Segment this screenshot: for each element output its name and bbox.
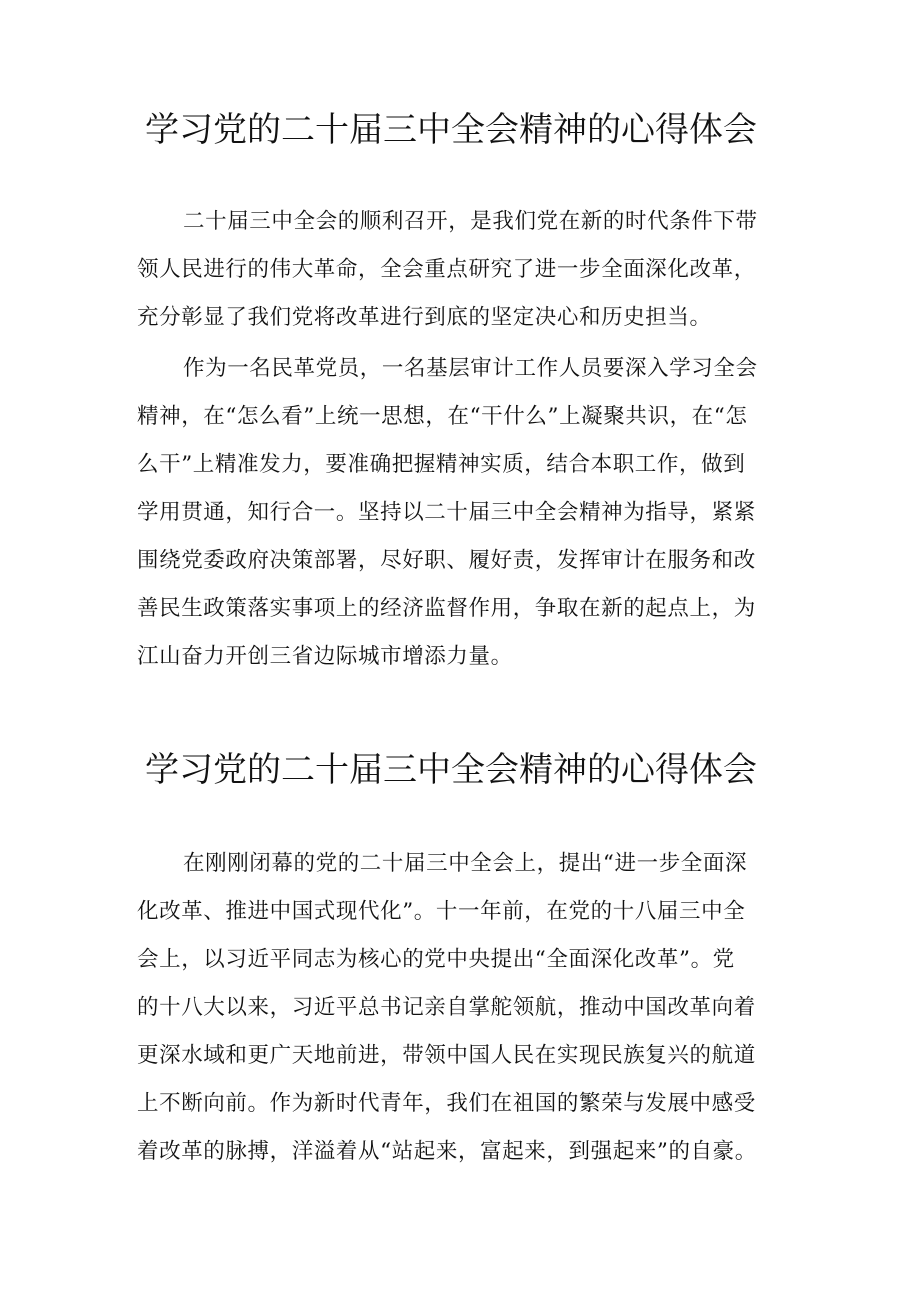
section-2-title: 学习党的二十届三中全会精神的心得体会 xyxy=(145,750,757,790)
section-1-line-1: 二十届三中全会的顺利召开，是我们党在新的时代条件下带 xyxy=(183,209,758,234)
section-1-line-9: 善民生政策落实事项上的经济监督作用，争取在新的起点上，为 xyxy=(137,596,756,621)
section-2-line-4: 的十八大以来，习近平总书记亲自掌舵领航，推动中国改革向着 xyxy=(137,995,756,1020)
section-1-line-7: 学用贯通，知行合一。坚持以二十届三中全会精神为指导，紧紧 xyxy=(137,500,756,525)
section-1-line-5: 精神，在“怎么看”上统一思想，在“干什么”上凝聚共识，在“怎 xyxy=(137,404,748,429)
section-1-line-4: 作为一名民革党员，一名基层审计工作人员要深入学习全会 xyxy=(183,356,758,381)
section-1-line-2: 领人民进行的伟大革命，全会重点研究了进一步全面深化改革， xyxy=(137,257,756,282)
section-1-line-10: 江山奋力开创三省边际城市增添力量。 xyxy=(137,644,513,669)
section-2-line-3: 会上，以习近平同志为核心的党中央提出“全面深化改革”。党 xyxy=(137,947,735,972)
section-2-line-1: 在刚刚闭幕的党的二十届三中全会上，提出“进一步全面深 xyxy=(183,851,748,876)
section-1-title: 学习党的二十届三中全会精神的心得体会 xyxy=(145,110,757,150)
section-1-line-6: 么干”上精准发力，要准确把握精神实质，结合本职工作，做到 xyxy=(137,452,746,477)
section-2-line-2: 化改革、推进中国式现代化”。十一年前，在党的十八届三中全 xyxy=(137,899,746,924)
section-1-line-8: 围绕党委政府决策部署，尽好职、履好责，发挥审计在服务和改 xyxy=(137,548,756,573)
section-2-line-7: 着改革的脉搏，洋溢着从“站起来，富起来，到强起来”的自豪。 xyxy=(137,1139,757,1164)
section-2-line-6: 上不断向前。作为新时代青年，我们在祖国的繁荣与发展中感受 xyxy=(137,1091,756,1116)
section-1-line-3: 充分彰显了我们党将改革进行到底的坚定决心和历史担当。 xyxy=(137,305,712,330)
section-2-line-5: 更深水域和更广天地前进，带领中国人民在实现民族复兴的航道 xyxy=(137,1043,756,1068)
